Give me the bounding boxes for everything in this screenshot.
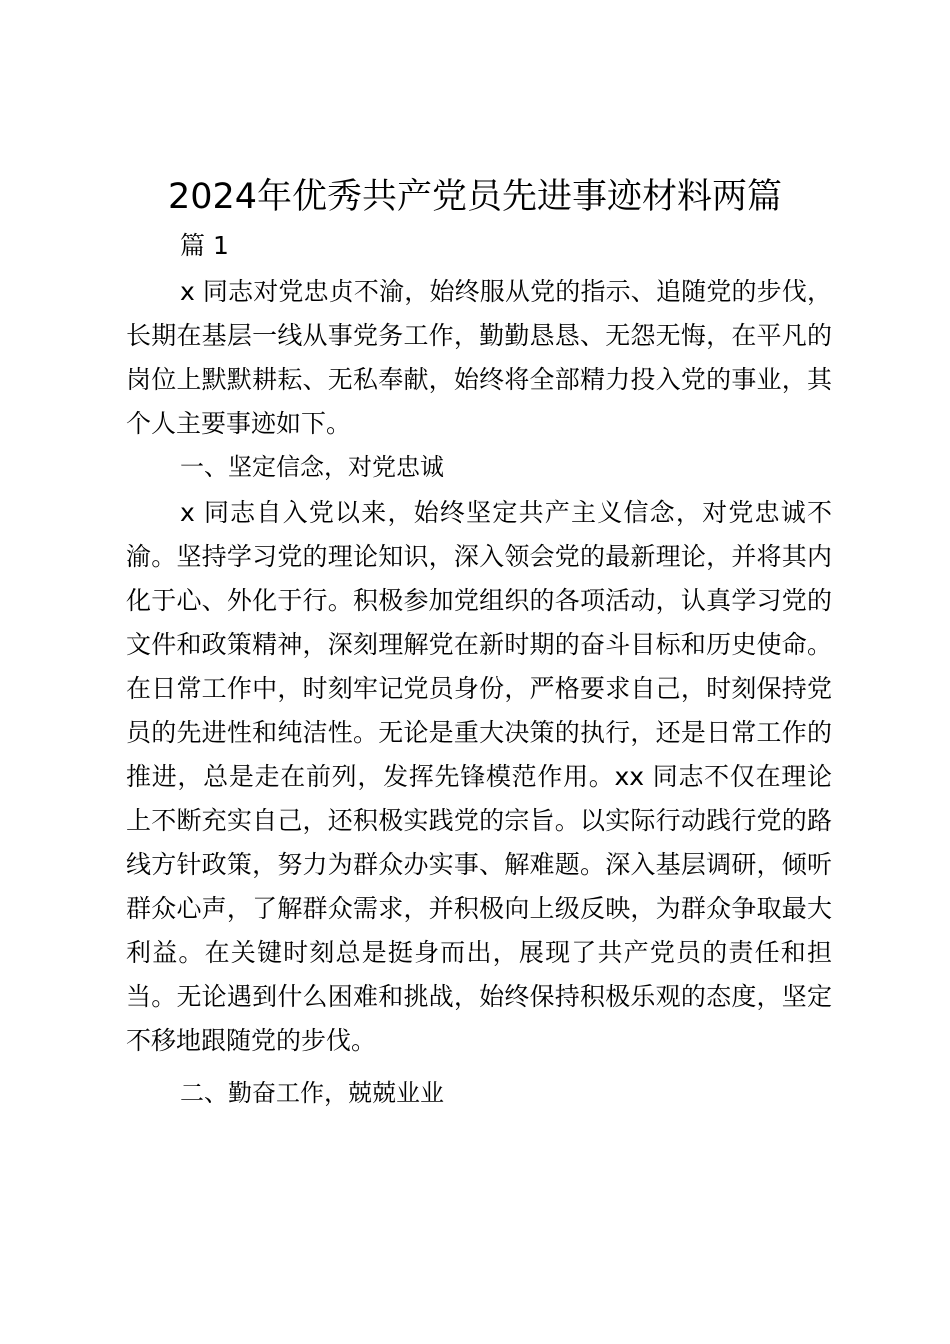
document-subtitle: 篇 1 <box>180 231 229 260</box>
intro-paragraph: x 同志对党忠贞不渝，始终服从党的指示、追随党的步伐，长期在基层一线从事党务工作，勤勤恳恳、无怨无悔，在平凡的岗位上默默耕耘、无私奉献，始终将全部精力投入党的事业，其个人主要事迹如下。 <box>126 277 832 438</box>
document-title: 2024年优秀共产党员先进事迹材料两篇 <box>167 177 783 217</box>
section-heading-2: 二、勤奋工作，兢兢业业 <box>180 1079 444 1107</box>
section-1-paragraph: x 同志自入党以来，始终坚定共产主义信念，对党忠诚不渝。坚持学习党的理论知识，深入领会党的最新理论，并将其内化于心、外化于行。积极参加党组织的各项活动，认真学习党的文件和政策精神，深刻理解党在新时期的奋斗目标和历史使命。在日常工作中，时刻牢记党员身份，严格要求自己，时刻保持党员的先进性和纯洁性。无论是重大决策的执行，还是日常工作的推进，总是走在前列，发挥先锋模范作用。xx 同志不仅在理论上不断充实自己，还积极实践党的宗旨。以实际行动践行党的路线方针政策，努力为群众办实事、解难题。深入基层调研，倾听群众心声，了解群众需求，并积极向上级反映，为群众争取最大利益。在关键时刻总是挺身而出，展现了共产党员的责任和担当。无论遇到什么困难和挑战，始终保持积极乐观的态度，坚定不移地跟随党的步伐。 <box>126 498 832 1055</box>
section-heading-1: 一、坚定信念，对党忠诚 <box>180 453 444 481</box>
